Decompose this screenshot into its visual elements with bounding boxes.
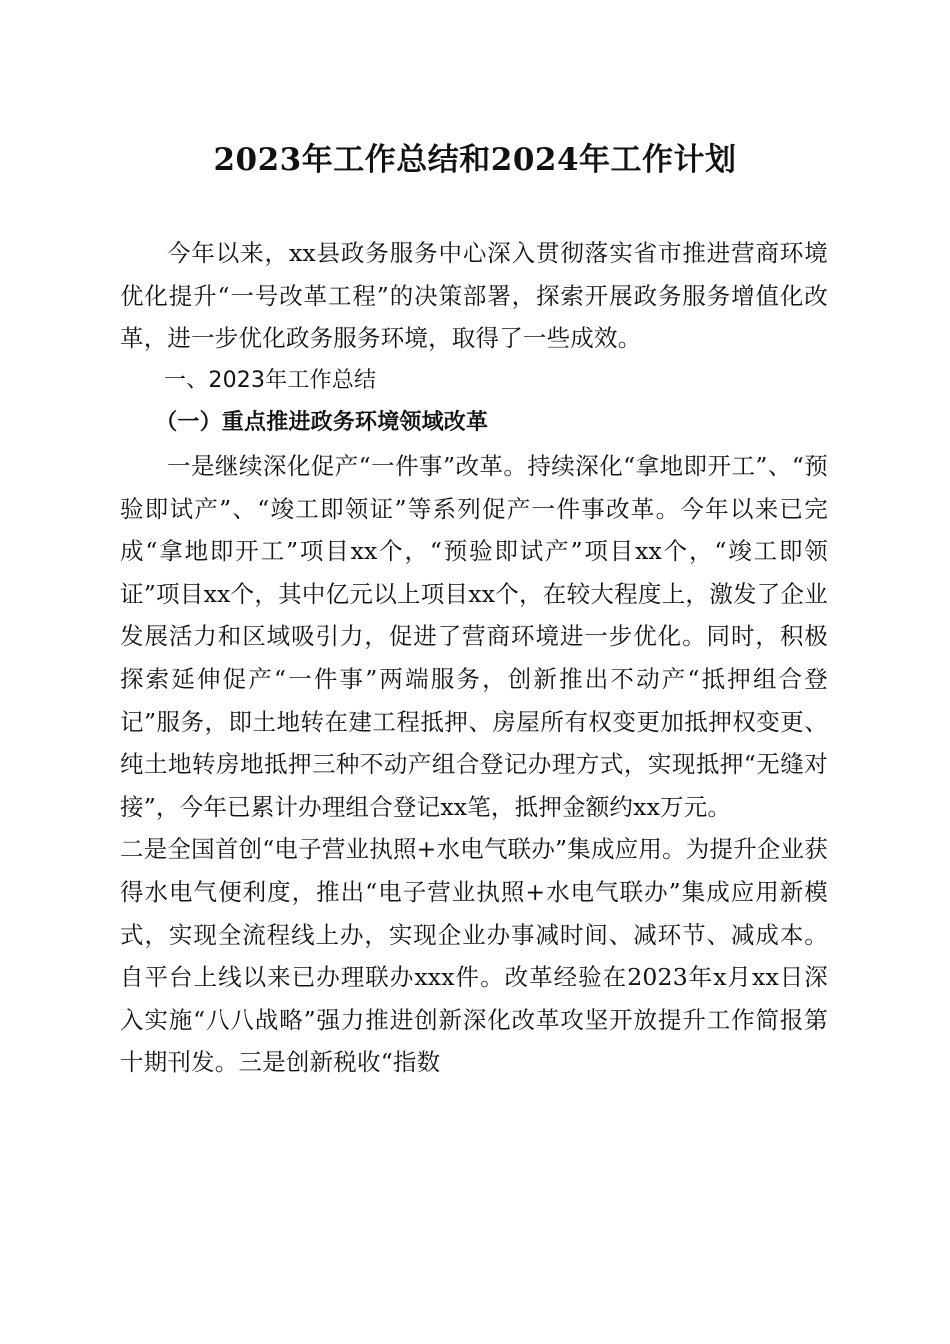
document-title: 2023年工作总结和2024年工作计划 — [213, 142, 737, 178]
body-paragraph-2: 二是全国首创“电子营业执照+水电气联办”集成应用。为提升企业获得水电气便利度，推出“电子营业执照+水电气联办”集成应用新模式，实现全流程线上办，实现企业办事减时间、减环节、减成本。自平台上线以来已办理联办xxx件。改革经验在2023年x月xx日深入实施“八八战略”强力推进创新深化改革攻坚开放提升工作简报第十期刊发。三是创新税收“指数 — [120, 835, 828, 1077]
section-heading: 一、2023年工作总结 — [164, 367, 377, 393]
document-body — [120, 232, 828, 1084]
subsection-heading: （一）重点推进政务环境领域改革 — [155, 410, 489, 436]
intro-paragraph: 今年以来，xx县政务服务中心深入贯彻落实省市推进营商环境优化提升“一号改革工程”的决策部署，探索开展政务服务增值化改革，进一步优化政务服务环境，取得了一些成效。 — [120, 239, 828, 353]
body-paragraph-1: 一是继续深化促产“一件事”改革。持续深化“拿地即开工”、“预验即试产”、“竣工即领证”等系列促产一件事改革。今年以来已完成“拿地即开工”项目xx个，“预验即试产”项目xx个，“竣工即领证”项目xx个，其中亿元以上项目xx个，在较大程度上，激发了企业发展活力和区域吸引力，促进了营商环境进一步优化。同时，积极探索延伸促产“一件事”两端服务，创新推出不动产“抵押组合登记”服务，即土地转在建工程抵押、房屋所有权变更加抵押权变更、纯土地转房地抵押三种不动产组合登记办理方式，实现抵押“无缝对接”，今年已累计办理组合登记xx笔，抵押金额约xx万元。 — [120, 451, 828, 821]
